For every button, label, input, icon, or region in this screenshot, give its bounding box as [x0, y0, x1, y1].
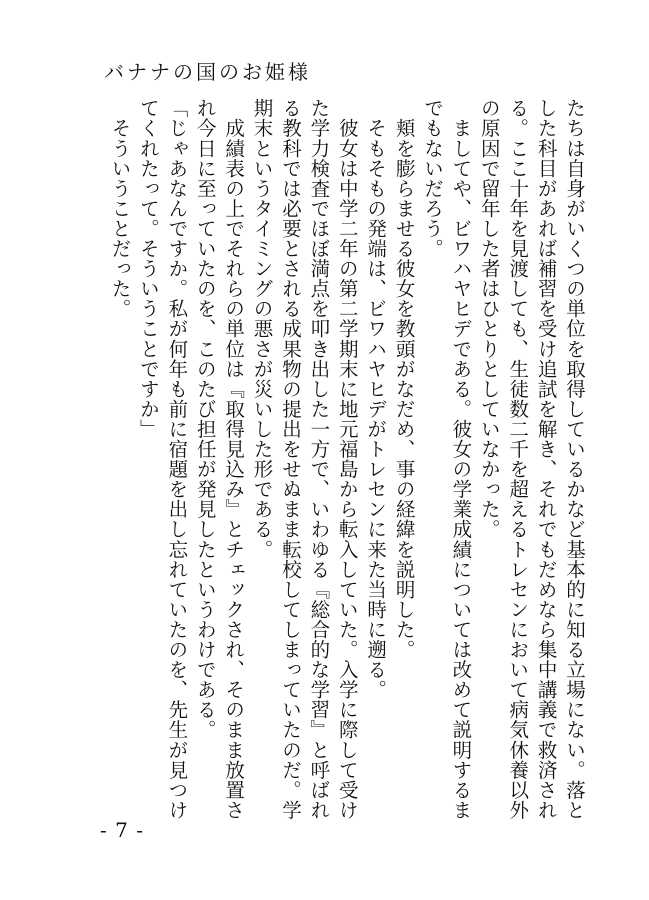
running-header-title: バナナの国のお姫様	[104, 60, 311, 84]
text-line: たちは自身がいくつの単位を取得しているかなど基本的に知る立場にない。落と	[563, 98, 586, 820]
text-line: 「じゃあなんですか。私が何年も前に宿題を出し忘れていたのを、先生が見つけ	[165, 98, 189, 820]
text-line: そもそもの発端は、ビワハヤヒデがトレセンに来た当時に遡る。	[364, 98, 388, 700]
page-number: - 7 -	[100, 818, 144, 842]
text-line: 期末というタイミングの悪さが災いした形である。	[250, 98, 274, 560]
text-line: 彼女は中学二年の第二学期末に地元福島から転入していた。入学に際して受け	[335, 98, 359, 820]
text-line: した科目があれば補習を受け追試を解き、それでもだめなら集中講義で救済され	[534, 98, 558, 820]
text-line: た学力検査でほぼ満点を叩き出した一方で、いわゆる『総合的な学習』と呼ばれ	[307, 98, 331, 820]
text-line: る教科では必要とされる成果物の提出をせぬまま転校してしまっていたのだ。学	[278, 98, 302, 820]
text-line: 頬を膨らませる彼女を教頭がなだめ、事の経緯を説明した。	[392, 98, 416, 660]
text-line: 成績表の上でそれらの単位は『取得見込み』とチェックされ、そのまま放置さ	[222, 98, 246, 820]
text-line: ましてや、ビワハヤヒデである。彼女の学業成績については改めて説明するま	[449, 98, 473, 820]
text-line: る。ここ十年を見渡しても、生徒数二千を超えるトレセンにおいて病気休養以外	[506, 98, 530, 820]
body-text	[108, 98, 588, 838]
text-line: でもないだろう。	[420, 98, 444, 259]
text-line: の原因で留年した者はひとりとしていなかった。	[477, 98, 501, 540]
text-line: れ今日に至っていたのを、このたび担任が発見したというわけである。	[193, 98, 217, 740]
text-line: てくれたって。そういうことですか」	[136, 98, 160, 439]
text-line: そういうことだった。	[108, 98, 132, 319]
